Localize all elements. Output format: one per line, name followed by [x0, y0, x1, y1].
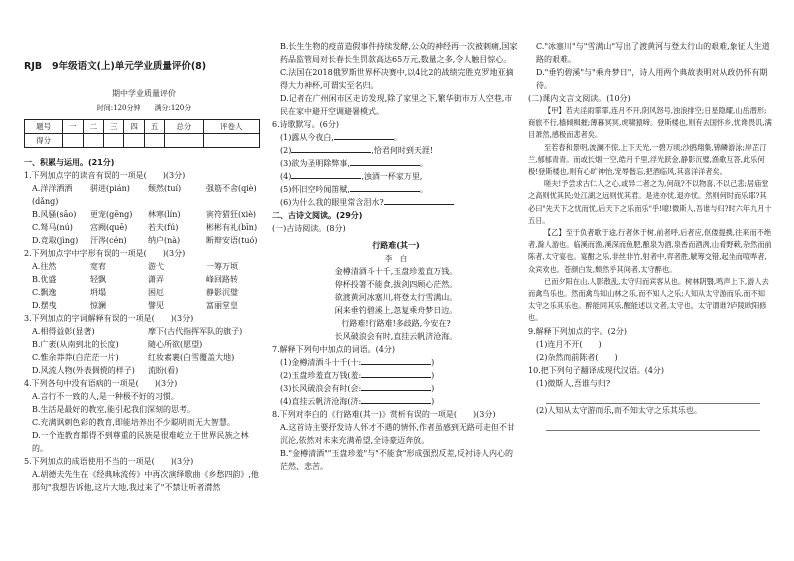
- item-text: (3)长风破浪会有时(会:: [280, 384, 362, 393]
- fill-prefix: (6)为什么我的眼里常含泪水?: [280, 198, 384, 207]
- score-cell[interactable]: [104, 134, 124, 148]
- score-table: [24, 119, 260, 148]
- poem-line: 停杯投箸不能食,拔剑四顾心茫然。: [334, 280, 458, 289]
- poem-title: 行路难(其一): [372, 240, 420, 250]
- option-row: [24, 273, 264, 286]
- column-3: [528, 40, 772, 431]
- option-row: [24, 234, 264, 247]
- answer-blank[interactable]: [361, 403, 431, 404]
- option: 彬彬有礼(bīn): [206, 223, 258, 232]
- option: A.这首诗主要抒发诗人怀才不遇的情怀,作者虽感到无路可走但不甘沉沦,依然对未来充满希望,全诗豪迈奔放。: [280, 423, 515, 445]
- answer-blank[interactable]: [334, 139, 394, 140]
- option: D.竞取(jìng): [32, 236, 79, 245]
- translate-item: (2)人知从太守游而乐,而不知太守之乐其乐也。: [536, 405, 702, 415]
- option: 强筋不舍(qiè): [206, 184, 257, 193]
- option-row: [24, 182, 264, 208]
- question-3-options: [24, 325, 264, 377]
- option: 摩下(古代指挥军队的旗子): [148, 327, 243, 336]
- option: 颓然(tuí): [148, 184, 182, 193]
- word-explain-item: (4)直挂云帆济沧海(济: ): [280, 397, 435, 406]
- option: B.生活是最好的教室,能引起我们深刻的思考。: [32, 405, 195, 414]
- score-cell: 五: [144, 120, 164, 134]
- option: B.长生生物的疫苗造假事件持续发酵,公众的神经再一次被刺痛,国家药品监管局对长春长生罚款高达65万元,数量之多,令人触目惊心。: [280, 42, 518, 64]
- item-text: (2)玉盘珍羞直万钱(羞:: [280, 371, 362, 380]
- option: B.广袤(从南到北的长度): [32, 340, 119, 349]
- poem-fill-item: [272, 131, 520, 144]
- option: A.往然: [32, 262, 57, 271]
- option-row: [24, 364, 264, 377]
- score-cell[interactable]: [83, 134, 103, 148]
- score-cell[interactable]: [63, 134, 83, 148]
- score-cell: 得分: [25, 134, 63, 148]
- question-2-options: [24, 260, 264, 312]
- question-10: 10.把下列句子翻译成现代汉语。(4分): [528, 365, 665, 375]
- fill-suffix: ,浊酒一杯家万里,: [361, 172, 423, 181]
- answer-blank[interactable]: [291, 152, 371, 153]
- answer-line[interactable]: [546, 420, 760, 431]
- option-row: [24, 299, 264, 312]
- question-1-options: [24, 182, 264, 247]
- option-row: [24, 221, 264, 234]
- answer-line[interactable]: [546, 393, 760, 404]
- score-cell[interactable]: [165, 134, 203, 148]
- option: 坍塌: [90, 288, 106, 297]
- score-cell: 题号: [25, 120, 63, 134]
- poem-line: 金樽清酒斗十千,玉盘珍羞直万钱。: [334, 267, 458, 276]
- exam-subtitle: 期中学业质量评价: [112, 89, 176, 98]
- option: 宽宥: [90, 262, 106, 271]
- passage-paragraph: 至若春和景明,波澜不惊,上下天光,一碧万顷;沙鸥翔集,锦鳞游泳;岸芷汀兰,郁郁青青。而或长烟一空,皓月千里,浮光跃金,静影沉璧,渔歌互答,此乐何极!登斯楼也,则有心旷神怡,宠辱偕忘,把酒临风,其喜洋洋者矣。: [528, 142, 767, 177]
- option: C.惟余莽莽(白茫茫一片): [32, 353, 119, 362]
- poem-line: 长风破浪会有时,直挂云帆济沧海。: [334, 332, 458, 341]
- exam-meta: 时间:120分钟 满分:120分: [96, 104, 192, 112]
- option: B.风骚(sāo): [32, 210, 77, 219]
- option: 红妆素裹(白雪覆盖大地): [148, 353, 235, 362]
- option: 断辩安语(tuó): [206, 236, 258, 245]
- option: A.相得益彰(显著): [32, 327, 95, 336]
- poem-line: 行路难!行路难!多歧路,今安在?: [341, 319, 451, 328]
- passage-paragraph: 已而夕阳在山,人影散乱,太守归而宾客从也。树林阴翳,鸣声上下,游人去而禽鸟乐也。然而禽鸟知山林之乐,而不知人之乐;人知从太守游而乐,而不知太守之乐其乐也。醉能同其乐,醒能述以文者,太守也。太守谓谁?庐陵欧阳修也。: [528, 276, 769, 323]
- answer-blank[interactable]: [291, 178, 361, 179]
- poem-fill-item: [272, 157, 520, 170]
- poem-line: 欲渡黄河冰塞川,将登太行雪满山。: [334, 293, 458, 302]
- option: 若夫(fú): [148, 223, 179, 232]
- option: 更宠(gēng): [90, 210, 133, 219]
- option: 一筹万顷: [206, 262, 238, 271]
- score-cell: 评卷人: [203, 120, 259, 134]
- option: D.摆曳: [32, 301, 57, 310]
- header-left: RJB: [24, 61, 43, 72]
- poem-author: 李 白: [384, 254, 408, 263]
- fill-prefix: (2): [280, 146, 292, 155]
- option: B.优盛: [32, 275, 57, 284]
- question-4: 4.下列各句中没有语病的一项是( )(3分): [24, 379, 178, 388]
- subsection-poem-reading: (一)古诗阅读。(8分): [272, 224, 346, 233]
- option: C.充满讽刺色彩的教育,即能培养出不少聪明而无大智慧。: [32, 418, 235, 427]
- answer-blank[interactable]: [350, 165, 420, 166]
- fill-suffix: ,恰君何时到天涯!: [371, 146, 434, 155]
- poem-fill-item: [272, 144, 520, 157]
- option: D.记者在广州闲市区走访发现,除了家里之下,繁华街市万人空巷,市民在家中避开空调避暑模式。: [280, 94, 513, 116]
- option: 富丽堂皇: [206, 301, 238, 310]
- score-cell[interactable]: [124, 134, 144, 148]
- passage-paragraph: 【甲】若夫淫雨霏霏,连月不开,阴风怒号,浊浪排空;日星隐耀,山岳潜形;商旅不行,樯倾楫摧;薄暮冥冥,虎啸猿啼。登斯楼也,则有去国怀乡,忧谗畏讥,满目萧然,感极而悲者矣。: [528, 106, 772, 140]
- option: 轻飘: [90, 275, 106, 284]
- translate-item: (1)微斯人,吾谁与归?: [536, 378, 611, 388]
- fill-prefix: (1)露从今夜白,: [280, 133, 334, 142]
- answer-blank[interactable]: [350, 191, 420, 192]
- fill-prefix: (4): [280, 172, 292, 181]
- option: 寅符猎狂(xiè): [206, 210, 257, 219]
- option: C."冰塞川"与"雪满山"写出了渡黄河与登太行山的艰难,象征人生道路的艰难。: [536, 42, 770, 64]
- score-cell: 四: [124, 120, 144, 134]
- option: A.洋洋洒洒(dǎng): [32, 184, 73, 206]
- option: 骈进(pián): [90, 184, 130, 193]
- word-explain-item: (2)玉盘珍羞直万钱(羞: ): [280, 371, 435, 380]
- answer-blank[interactable]: [361, 377, 431, 378]
- question-8: 8.下列对李白的《行路难(其一)》赏析有误的一项是( )(3分): [272, 410, 496, 419]
- answer-blank[interactable]: [361, 364, 431, 365]
- question-3: 3.下列加点的字词解释有误的一项是( )(3分): [24, 314, 194, 323]
- passage-block: [528, 105, 772, 325]
- option: 随心所欲(愿望): [148, 340, 203, 349]
- option: C.法国在2018俄罗斯世界杯决赛中,以4比2的战绩完胜克罗地亚摘得大力神杯,可谓实至名归。: [280, 68, 514, 90]
- option: C.驽马(nú): [32, 223, 73, 232]
- passage-paragraph: 嗟夫!予尝求古仁人之心,或异二者之为,何哉?不以物喜,不以己悲;居庙堂之高则忧其民;处江湖之远则忧其君。是进亦忧,退亦忧。然则何时而乐耶?其必曰"先天下之忧而忧,后天下之乐而乐"乎!噫!微斯人,吾谁与归?时六年九月十五日。: [528, 179, 772, 225]
- word-explain-item: (3)长风破浪会有时(会: ): [280, 384, 435, 393]
- option-row: [24, 286, 264, 299]
- poem-line: 闲来垂钓碧溪上,忽复乘舟梦日边。: [334, 306, 458, 315]
- option: 困厄: [148, 288, 164, 297]
- question-5: 5.下列加点的成语使用不当的一项是( )(3分): [24, 457, 194, 466]
- fill-suffix: 。: [419, 159, 428, 168]
- section-1-heading: 一、积累与运用。(21分): [24, 158, 115, 167]
- word-explain-item: (1)连月不开( ): [536, 339, 602, 349]
- option-row: [24, 338, 264, 351]
- question-7: 7.解释下列句中加点的词语。(4分): [272, 345, 395, 354]
- option-row: [24, 208, 264, 221]
- option: 峰回路转: [206, 275, 238, 284]
- score-cell: 二: [83, 120, 103, 134]
- option: 潇弄: [148, 275, 164, 284]
- option: C.飘逸: [32, 288, 57, 297]
- answer-blank[interactable]: [384, 204, 454, 205]
- passage-paragraph: 【乙】至于负者歌于途,行者休于树,前者呼,后者应,伛偻提携,往来而不绝者,滁人游也。临溪而渔,溪深而鱼肥,酿泉为酒,泉香而酒洌,山肴野蔌,杂然而前陈者,太守宴也。宴酣之乐,非丝非竹,射者中,弈者胜,觥筹交错,起坐而喧哗者,众宾欢也。苍颜白发,颓然乎其间者,太守醉也。: [528, 228, 772, 274]
- section-2-heading: 二、古诗文阅读。(29分): [272, 211, 363, 220]
- score-cell[interactable]: [203, 134, 259, 148]
- option-row: [24, 260, 264, 273]
- score-cell: 一: [63, 120, 83, 134]
- option: 林寒(lín): [148, 210, 181, 219]
- option: D.风流人物(外表倜傥的样子): [32, 366, 135, 375]
- item-text: (1)金樽清酒斗十千(十:: [280, 358, 362, 367]
- option: 汗涔(cén): [90, 236, 127, 245]
- column-1: [24, 60, 264, 494]
- word-explain-item: (2)杂然而前陈者( ): [536, 352, 618, 362]
- question-2: 2.下列加点字中字形有误的一项是( )(3分): [24, 249, 186, 258]
- subsection-classical-reading: (二)课内文言文阅读。(10分): [528, 94, 631, 103]
- fill-suffix: 。: [393, 133, 402, 142]
- fill-prefix: (3)欲为圣明除弊事,: [280, 159, 350, 168]
- option: 游弋: [148, 262, 164, 271]
- question-6: 6.诗歌默写。(6分): [272, 120, 339, 129]
- poem-fill-item: [272, 183, 520, 196]
- fill-suffix: 。: [419, 185, 428, 194]
- option: D.一个连教育都得不到尊重的民族是很难屹立于世界民族之林的。: [32, 431, 249, 453]
- option: 纳户(nà): [148, 236, 181, 245]
- option-row: [24, 325, 264, 338]
- poem-fill-item: [272, 170, 520, 183]
- word-explain-item: (1)金樽清酒斗十千(十: ): [280, 358, 435, 367]
- option: D."垂钓碧溪"与"乘舟梦日"，诗人用两个典故表明对从政仍怀有期待。: [536, 68, 768, 90]
- exam-header: [24, 60, 264, 73]
- option: 惊澜: [90, 301, 106, 310]
- score-cell[interactable]: [144, 134, 164, 148]
- score-cell: 三: [104, 120, 124, 134]
- option: 譬见: [148, 301, 164, 310]
- fill-prefix: (5)怀旧空吟闻笛赋,: [280, 185, 350, 194]
- score-cell: 总分: [165, 120, 203, 134]
- answer-blank[interactable]: [361, 390, 431, 391]
- question-1: 1.下列加点字的读音有误的一项是( )(3分): [24, 171, 186, 180]
- score-table-row: [25, 134, 260, 148]
- option: 静影沉璧: [206, 288, 238, 297]
- option: A.言行不一致的人,是一种极不好的习惯。: [32, 392, 179, 401]
- poem-fill-item: [272, 196, 520, 209]
- score-table-row: [25, 120, 260, 134]
- question-9: 9.解释下列加点的字。(2分): [528, 326, 627, 336]
- option: A.胡德夫先生在《经典咏流传》中再次演绎歌曲《乡愁四韵》,他那句"我想告诉他,这片大地,我过来了"不禁让听者潸然: [32, 470, 259, 492]
- option: B."金樽清酒""玉盘珍羞"与"不能食"形成强烈反差,反衬诗人内心的茫然、悲苦。: [280, 449, 514, 471]
- option-row: [24, 351, 264, 364]
- column-2: [272, 40, 520, 473]
- exam-title: 9年级语文(上)单元学业质量评价(8): [52, 61, 207, 72]
- item-text: (4)直挂云帆济沧海(济:: [280, 397, 362, 406]
- option: 流盼(看): [148, 366, 179, 375]
- option: 宫阙(quē): [90, 223, 128, 232]
